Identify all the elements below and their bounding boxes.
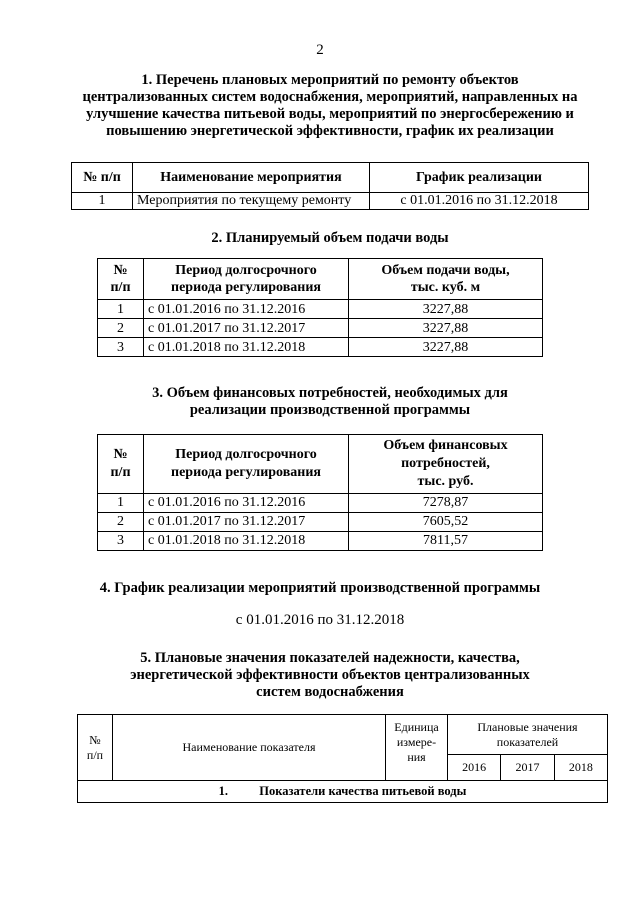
cell: 7278,87 — [349, 494, 543, 513]
table-water-volume — [97, 258, 543, 357]
cell: 1 — [98, 300, 144, 319]
title-line: систем водоснабжения — [256, 684, 404, 700]
cell: 3227,88 — [349, 300, 543, 319]
col-header-year-2018: 2018 — [554, 755, 607, 781]
table-row — [98, 532, 543, 551]
cell: 3 — [98, 532, 144, 551]
header-line: показателей — [496, 734, 559, 749]
col-header-schedule: График реализации — [370, 163, 589, 193]
header-line: ния — [407, 750, 426, 764]
section-row-water-quality: 1. Показатели качества питьевой воды — [78, 781, 608, 803]
cell: с 01.01.2017 по 31.12.2017 — [144, 319, 349, 338]
header-line: № — [113, 263, 128, 278]
table-row — [72, 193, 589, 210]
cell: 2 — [98, 513, 144, 532]
col-header-number — [78, 715, 113, 781]
col-header-number: № п/п — [72, 163, 133, 193]
table-financial-needs — [97, 434, 543, 551]
title-line: улучшение качества питьевой воды, мероприятий по энергосбережению и — [86, 106, 574, 122]
col-header-year-2016: 2016 — [448, 755, 501, 781]
col-header-volume — [349, 259, 543, 300]
header-line: периода регулирования — [171, 280, 321, 295]
col-header-period — [144, 435, 349, 494]
header-line: п/п — [110, 280, 131, 295]
title-line: 1. Перечень плановых мероприятий по ремонту объектов — [141, 72, 519, 88]
header-line: тыс. куб. м — [410, 280, 481, 295]
col-header-period — [144, 259, 349, 300]
cell: с 01.01.2018 по 31.12.2018 — [144, 532, 349, 551]
header-line: Объем финансовых — [383, 438, 508, 453]
title-line: повышению энергетической эффективности, график их реализации — [106, 123, 554, 139]
cell: 1 — [98, 494, 144, 513]
col-header-indicator-name: Наименование показателя — [113, 715, 386, 781]
col-header-number — [98, 435, 144, 494]
section2-title: 2. Планируемый объем подачи воды — [211, 230, 449, 246]
header-line: Период долгосрочного — [175, 447, 317, 462]
cell: 2 — [98, 319, 144, 338]
cell: с 01.01.2018 по 31.12.2018 — [144, 338, 349, 357]
title-line: реализации производственной программы — [189, 402, 471, 418]
title-line: 5. Плановые значения показателей надежности, качества, — [140, 650, 520, 666]
header-line: Единица — [394, 720, 439, 734]
header-line: Плановые значения — [477, 719, 578, 734]
col-header-financial — [349, 435, 543, 494]
table-indicators — [77, 714, 608, 803]
table-row — [98, 494, 543, 513]
header-line: п/п — [110, 465, 131, 480]
title-line: централизованных систем водоснабжения, мероприятий, направленных на — [82, 89, 578, 105]
cell: с 01.01.2016 по 31.12.2016 — [144, 494, 349, 513]
title-line: 3. Объем финансовых потребностей, необходимых для — [152, 385, 508, 401]
cell: с 01.01.2017 по 31.12.2017 — [144, 513, 349, 532]
col-header-measure: Наименование мероприятия — [133, 163, 370, 193]
header-line: Период долгосрочного — [175, 263, 317, 278]
table-row — [98, 300, 543, 319]
col-header-plan-values — [448, 715, 608, 755]
cell: Мероприятия по текущему ремонту — [133, 193, 370, 210]
page-number: 2 — [316, 42, 324, 58]
header-line: № — [113, 447, 128, 462]
title-line: энергетической эффективности объектов централизованных — [130, 667, 530, 683]
cell: с 01.01.2016 по 31.12.2016 — [144, 300, 349, 319]
col-header-year-2017: 2017 — [501, 755, 554, 781]
table-row — [98, 319, 543, 338]
cell: 3227,88 — [349, 338, 543, 357]
header-line: Объем подачи воды, — [381, 263, 510, 278]
header-line: периода регулирования — [171, 465, 321, 480]
cell: 7605,52 — [349, 513, 543, 532]
section3-title — [60, 385, 600, 419]
col-header-unit — [386, 715, 448, 781]
header-line: потребностей, — [401, 456, 490, 471]
cell: 1 — [72, 193, 133, 210]
table-row — [78, 781, 608, 803]
cell: 3227,88 — [349, 319, 543, 338]
cell: 3 — [98, 338, 144, 357]
section4-period: с 01.01.2016 по 31.12.2018 — [235, 612, 405, 628]
table-measures — [71, 162, 589, 210]
table-row — [98, 338, 543, 357]
header-line: тыс. руб. — [417, 474, 474, 489]
table-row — [98, 513, 543, 532]
header-line: п/п — [86, 747, 104, 762]
section5-title — [60, 650, 600, 701]
header-line: измере- — [396, 735, 437, 749]
section1-title — [60, 72, 600, 140]
cell: с 01.01.2016 по 31.12.2018 — [370, 193, 589, 210]
cell: 7811,57 — [349, 532, 543, 551]
header-line: № — [89, 732, 101, 747]
col-header-number — [98, 259, 144, 300]
section4-title: 4. График реализации мероприятий производственной программы — [99, 580, 541, 596]
